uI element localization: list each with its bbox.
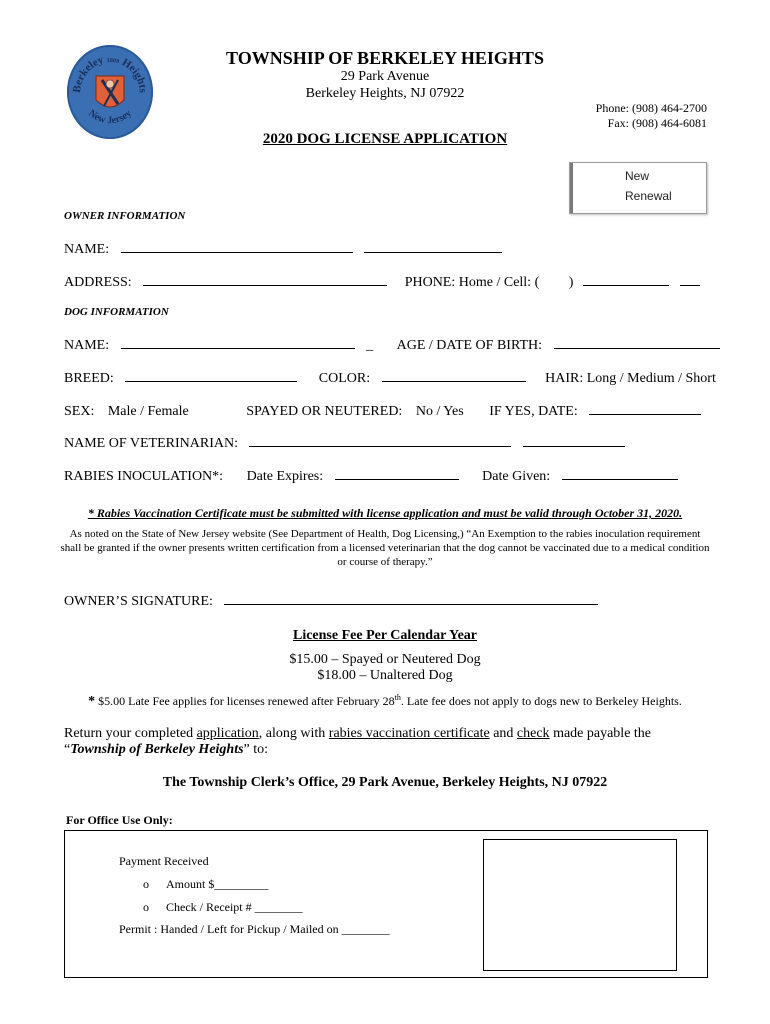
dog-name-label: NAME: [64, 338, 110, 353]
dog-breed-field[interactable] [125, 369, 297, 382]
date-expires-field[interactable] [335, 467, 459, 480]
dog-name-suffix: _ [366, 338, 374, 353]
page-title: TOWNSHIP OF BERKELEY HEIGHTS [226, 48, 544, 68]
amount-bullet: o [143, 877, 149, 891]
payment-received: Payment Received [119, 854, 209, 868]
new-renewal-box[interactable] [569, 162, 707, 214]
vet-field[interactable] [249, 434, 511, 447]
phone-number: Phone: (908) 464-2700 [595, 101, 707, 115]
dog-breed-row [64, 369, 716, 387]
quote-open: “ [64, 742, 71, 757]
date-given-label: Date Given: [482, 469, 551, 484]
owner-name-field-2[interactable] [364, 240, 502, 253]
address-line-1: 29 Park Avenue [340, 69, 430, 84]
vet-row [64, 434, 625, 452]
seal-top-text: Berkeley [70, 53, 105, 94]
owner-address-field[interactable] [143, 273, 387, 286]
dog-color-label: COLOR: [318, 371, 371, 386]
vet-label: NAME OF VETERINARIAN: [64, 436, 238, 451]
address-line-2: Berkeley Heights, NJ 07922 [305, 86, 465, 101]
check-bullet: o [143, 900, 149, 914]
amount-text: Amount $_________ [166, 877, 269, 891]
late-fee-sup: th [394, 693, 401, 702]
dog-color-field[interactable] [382, 369, 526, 382]
dog-breed-label: BREED: [64, 371, 114, 386]
dog-sex-row [64, 402, 701, 420]
owner-phone-label: PHONE: Home / Cell: ( [404, 275, 540, 290]
late-fee-text-b: . Late fee does not apply to dogs new to Berkeley Heights. [400, 694, 682, 708]
seal-year: 1809 [106, 57, 120, 66]
rabies-row [64, 467, 678, 485]
fax-number: Fax: (908) 464-6081 [607, 116, 707, 130]
owner-address-label: ADDRESS: [64, 275, 132, 290]
check-text: Check / Receipt # ________ [166, 900, 303, 914]
owner-address-row [64, 273, 700, 291]
new-option[interactable]: New [625, 169, 650, 183]
owner-phone-field[interactable] [583, 273, 669, 286]
return-text-4: made payable the [549, 726, 652, 741]
late-fee-note [0, 693, 770, 710]
office-use-label: For Office Use Only: [66, 813, 173, 827]
owner-phone-field-2[interactable] [680, 273, 700, 286]
return-line-2 [64, 742, 268, 758]
vet-field-2[interactable] [523, 434, 625, 447]
permit-row: Permit : Handed / Left for Pickup / Mailed on ________ [119, 922, 390, 936]
return-text-2: , along with [258, 726, 329, 741]
renewal-option[interactable]: Renewal [625, 189, 672, 203]
dog-section-label: DOG INFORMATION [64, 306, 169, 318]
return-check: check [516, 726, 550, 741]
rabies-label: RABIES INOCULATION*: [64, 469, 224, 484]
late-fee-star: * [88, 694, 96, 709]
date-given-field[interactable] [562, 467, 678, 480]
dog-spay-date-field[interactable] [589, 402, 701, 415]
owner-name-field[interactable] [121, 240, 353, 253]
dog-spayed-options[interactable]: No / Yes [415, 404, 464, 419]
owner-phone-paren: ) [568, 275, 574, 290]
rabies-notice: * Rabies Vaccination Certificate must be submitted with license application and must be valid through October 31, 2020. [87, 506, 683, 520]
seal-top-text2: Heights [119, 56, 150, 94]
signature-row [64, 592, 598, 610]
amount-row [143, 877, 268, 892]
late-fee-text-a: $5.00 Late Fee applies for licenses renewed after February 28 [95, 694, 395, 708]
box-accent-bar [570, 163, 573, 213]
owner-name-row [64, 240, 502, 258]
return-text-1: Return your completed [64, 726, 197, 741]
seal-bottom-text: New Jersey [86, 107, 134, 127]
office-stamp-box [483, 839, 677, 971]
owner-name-label: NAME: [64, 242, 110, 257]
return-application: application [196, 726, 259, 741]
signature-field[interactable] [224, 592, 598, 605]
owner-section-label: OWNER INFORMATION [64, 210, 186, 222]
dog-sex-options[interactable]: Male / Female [107, 404, 189, 419]
dog-age-field[interactable] [554, 336, 720, 349]
form-title: 2020 DOG LICENSE APPLICATION [262, 131, 508, 147]
quote-close: ” to: [243, 742, 269, 757]
return-text-3: and [489, 726, 517, 741]
dog-spayed-label: SPAYED OR NEUTERED: [246, 404, 403, 419]
return-rabies-cert: rabies vaccination certificate [328, 726, 490, 741]
dog-if-yes-label: IF YES, DATE: [489, 404, 578, 419]
dog-sex-label: SEX: [64, 404, 95, 419]
signature-label: OWNER’S SIGNATURE: [64, 594, 213, 609]
clerk-address: The Township Clerk’s Office, 29 Park Avenue, Berkeley Heights, NJ 07922 [162, 775, 608, 790]
date-expires-label: Date Expires: [246, 469, 324, 484]
dog-age-label: AGE / DATE OF BIRTH: [396, 338, 543, 353]
exemption-text: As noted on the State of New Jersey website (See Department of Health, Dog Licensing,) “An Exemption to the rabies inoculation requirement shall be granted if the owner presents written certification from a licensed veterinarian that the dog cannot be vaccinated due to a medical condition or course of therapy.” [60, 528, 710, 568]
return-township: Township of Berkeley Heights [70, 742, 244, 757]
fee-unaltered: $18.00 – Unaltered Dog [317, 668, 453, 683]
check-row [143, 900, 303, 915]
dog-name-field[interactable] [121, 336, 355, 349]
fee-spayed: $15.00 – Spayed or Neutered Dog [289, 652, 481, 667]
return-line-1 [64, 726, 651, 742]
dog-name-row [64, 336, 720, 354]
fee-title: License Fee Per Calendar Year [292, 628, 478, 643]
dog-hair-label[interactable]: HAIR: Long / Medium / Short [545, 371, 716, 386]
